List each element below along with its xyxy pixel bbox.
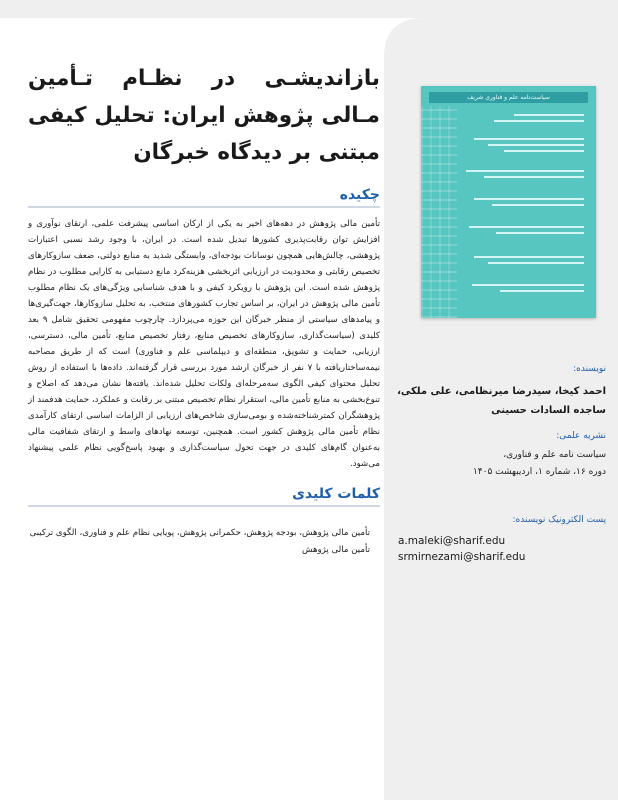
authors-block (396, 364, 606, 420)
authors-names: احمد کیخا، سیدرضا میرنظامی، علی ملکی، ساجده السادات حسینی (397, 386, 606, 416)
cover-line (484, 176, 584, 178)
cover-line (488, 262, 584, 264)
email-link[interactable]: a.maleki@sharif.edu (398, 535, 506, 547)
cover-line (466, 170, 584, 172)
cover-line (474, 138, 584, 140)
journal-block (396, 431, 606, 481)
journal-issue: دوره ۱۶، شماره ۱، اردیبهشت ۱۴۰۵ (472, 467, 606, 477)
abstract-text: تأمین مالی پژوهش در دهه‌های اخیر به یکی از ارکان اساسی پیشرفت علمی، ارتقای نوآوری و افزایش توان رقابت‌پذیری کشورها تبدیل شده است. در ایران، با وجود رشد نسبی اعتبارات پژوهشی، چالش‌هایی همچون نوسانات بودجه‌ای، وابستگی شدید به منابع دولتی، ضعف سازوکارهای تخصیص رقابتی و محدودیت در ارزیابی اثربخشی هزینه‌کرد مانع دستیابی به کارایی مطلوب در نظام پژوهش شده است. این پژوهش با رویکرد کیفی و با هدف شناسایی ویژگی‌های یک نظام مطلوب تأمین مالی پژوهش در ایران، بر اساس تجارب کشورهای منتخب، به تحلیل سازوکارها، جهت‌گیری‌ها و پیامدهای سیاستی از منظر خبرگان این حوزه می‌پردازد. چارچوب مفهومی تحقیق شامل ۹ بعد کلیدی (سیاست‌گذاری، سازوکارهای تخصیص منابع، رفتار تخصیص منابع، تأمین مالی، دسترسی، ارزیابی، حمایت و تشویق، منطقه‌ای و دیپلماسی علم و فناوری) است که از طریق مصاحبه نیمه‌ساختاریافته با ۷ نفر از خبرگان ارشد مورد بررسی قرار گرفته‌اند. داده‌ها با استفاده از روش تحلیل محتوای کیفی الگوی سه‌مرحله‌ای ولکات تحلیل شده‌اند. یافته‌ها نشان می‌دهد که اصلاح و تنوع‌بخشی به منابع تأمین مالی، استقرار نظام تخصیص مبتنی بر رقابت و عملکرد، حمایت هدفمند از پژوهشگران کمترشناخته‌شده و بومی‌سازی شاخص‌های ارزیابی از الزامات اساسی ارتقای کارآمدی نظام تأمین مالی پژوهش کشور است. همچنین، توسعه نهادهای واسط و ارتقای شفافیت مالی به‌عنوان گام‌های کلیدی در جهت تحول سیاست‌گذاری و بهبود پاسخ‌گویی نظام علمی پیشنهاد می‌شود. (28, 219, 381, 469)
abstract-heading: چکیده (28, 187, 380, 208)
authors-label: نویسنده: (573, 364, 606, 374)
keywords-text: تأمین مالی پژوهش، بودجه پژوهش، حکمرانی پژوهش، پویایی نظام علم و فناوری، الگوی ترکیبی تأمین مالی پژوهش (29, 528, 370, 555)
email-label: پست الکترونیک نویسنده: (512, 515, 606, 525)
journal-name: سیاست نامه علم و فناوری، (503, 450, 606, 460)
cover-line (474, 256, 584, 258)
journal-label: نشریه علمی: (556, 431, 606, 441)
cover-line (488, 144, 584, 146)
cover-line (500, 290, 584, 292)
main-column (28, 40, 380, 559)
cover-line (504, 150, 584, 152)
cover-line (514, 114, 584, 116)
article-title: بازاندیشـی در نظـام تـأمین مـالی پژوهش ایران: تحلیل کیفی مبتنی بر دیدگاه خبرگان (28, 66, 380, 165)
cover-line (469, 226, 584, 228)
keywords-heading: کلمات کلیدی (28, 486, 380, 507)
journal-cover (421, 86, 596, 318)
cover-line (492, 204, 584, 206)
cover-line (474, 198, 584, 200)
cover-line (494, 120, 584, 122)
cover-pattern (421, 106, 457, 318)
cover-line (496, 232, 584, 234)
cover-line (472, 284, 584, 286)
cover-header: سیاست‌نامه علم و فناوری شریف (429, 92, 588, 103)
panel-curve (384, 18, 618, 58)
email-block (396, 515, 606, 525)
email-list (398, 533, 608, 565)
email-link[interactable]: srmirnezami@sharif.edu (398, 551, 526, 563)
